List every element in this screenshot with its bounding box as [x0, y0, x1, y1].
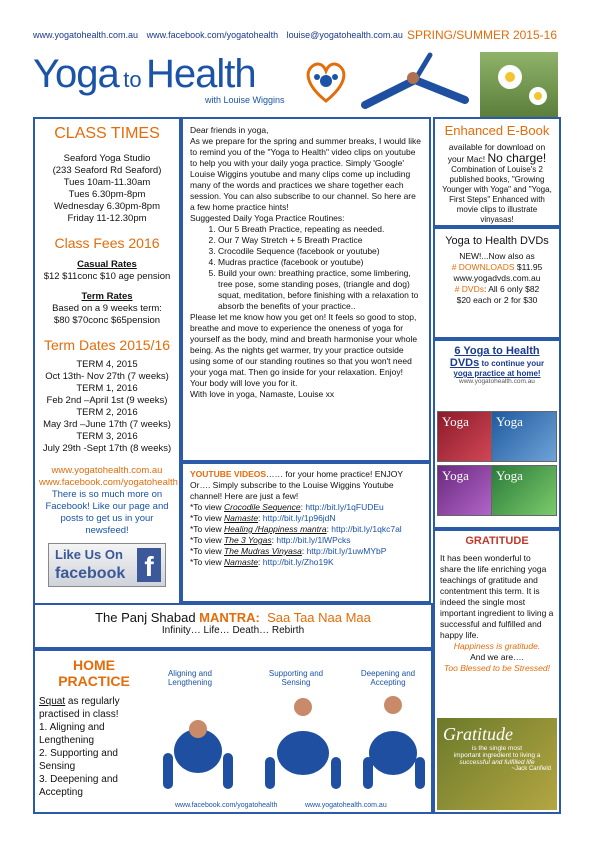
routine-item: 2. Our 7 Way Stretch + 5 Breath Practice	[218, 235, 422, 246]
letter-body: Please let me know how you get on! It feels so good to stop, breathe and move to experience the oneness of yoga for yourself as the body, mind and breath harmonise your whole being. As the nights get warmer, try your practice outside using some of our standing routines so that you won't need your yoga mat. Then go inside for your relaxation. Enjoy! Your body will love you for it.	[190, 312, 418, 388]
youtube-panel	[181, 462, 431, 603]
header-email-link[interactable]: louise@yogatohealth.com.au	[286, 30, 403, 40]
subtitle: with Louise Wiggins	[205, 95, 285, 105]
pose-caption: Deepening and Accepting	[360, 669, 416, 687]
dvds-panel	[433, 227, 561, 339]
like-us-label: Like Us On	[55, 547, 123, 562]
website-link[interactable]: www.yogatohealth.com.au	[51, 465, 163, 476]
class-time-line: Friday 11-12.30pm	[67, 213, 147, 224]
home-step: 3. Deepening and Accepting	[39, 774, 118, 798]
letter-panel	[181, 117, 431, 462]
facebook-icon: f	[137, 548, 161, 582]
dvd-cover-image: Yoga	[491, 465, 557, 516]
dvds-new-line: NEW!...Now also as	[459, 251, 535, 261]
mantra-meaning: Infinity… Life… Death… Rebirth	[161, 625, 305, 636]
home-step: 2. Supporting and Sensing	[39, 748, 118, 772]
class-time-line: Wednesday 6.30pm-8pm	[54, 201, 160, 212]
home-heading: HOME	[73, 657, 115, 673]
dvds-bundle-line: # DVDs: All 6 only $82	[454, 284, 540, 294]
class-times-panel	[33, 117, 181, 647]
dvd-cover-image: Yoga	[437, 465, 503, 516]
youtube-heading: YOUTUBE VIDEOS	[190, 469, 267, 479]
facebook-link[interactable]: www.facebook.com/yogatohealth	[39, 477, 178, 488]
title-to: to	[123, 67, 142, 92]
class-time-line: Seaford Yoga Studio	[63, 153, 151, 164]
flower-image	[480, 52, 558, 118]
youtube-link[interactable]: http://bit.ly/1qkc7al	[331, 524, 402, 534]
youtube-link[interactable]: http://bit.ly/1lWPcks	[276, 535, 351, 545]
mantra-panel	[33, 603, 433, 649]
ebook-description: Combination of Louise's 2 published books, "Growing Younger with Yoga" and "Yoga, First Steps" Enhanced with movie clips to illustrate vinyasas!	[442, 165, 552, 224]
mantra-prefix: The Panj Shabad	[95, 610, 196, 625]
facebook-wordmark: facebook	[55, 565, 126, 582]
pose-caption: Aligning and Lengthening	[167, 669, 213, 687]
letter-intro: As we prepare for the spring and summer breaks, I would like to remind you of the "Yoga to Health" video clips on youtube to help you with your daily yoga practice. Simply 'Google' Louise Wiggins youtube and many clips come up including many of the words and practices we share together each session. You can also subscribe to our channel. So here are a few home practice hints!	[190, 136, 422, 212]
youtube-link[interactable]: http://bit.ly/1qFUDEu	[305, 502, 384, 512]
facebook-note: There is so much more on Facebook! Like our page and posts to get us in your newsfeed!	[45, 489, 169, 536]
term-dates-heading: Term Dates 2015/16	[43, 337, 171, 353]
term-date-line: Oct 13th- Nov 27th (7 weeks)	[45, 371, 169, 382]
routine-item: 4. Mudras practice (facebook or youtube)	[218, 257, 422, 268]
season-label: SPRING/SUMMER 2015-16	[406, 28, 557, 42]
squat-line: Squat as regularly practised in class!	[39, 696, 120, 720]
term-rates-label: Term Rates	[81, 291, 133, 302]
gratitude-and-we-are: And we are….	[470, 652, 524, 662]
fees-heading: Class Fees 2016	[54, 235, 160, 251]
term-rates-line: Based on a 9 weeks term:	[52, 303, 162, 314]
youtube-heading-rest: …… for your home practice! ENJOY	[266, 469, 404, 479]
gratitude-panel	[433, 529, 561, 814]
term-date-line: TERM 1, 2016	[76, 383, 138, 394]
routine-item: 3. Crocodile Sequence (facebook or youtube)	[218, 246, 422, 257]
squat-poses-image	[153, 691, 428, 796]
gratitude-card-title: Gratitude	[443, 724, 513, 744]
term-date-line: July 29th -Sept 17th (8 weeks)	[42, 443, 172, 454]
downloads-line: # DOWNLOADS $11.95	[451, 262, 543, 272]
ebook-heading: Enhanced E-Book	[444, 123, 550, 138]
class-times-list	[39, 153, 175, 225]
routine-item: 5. Build your own: breathing practice, some limbering, tree pose, some standing poses, (triangle and dog) squat, meditation, before finishing with a relaxation to absorb the benefits of your practice..	[218, 268, 422, 312]
class-time-line: Tues 6.30pm-8pm	[68, 189, 146, 200]
mantra-word: MANTRA:	[199, 610, 260, 625]
home-footer-facebook[interactable]: www.facebook.com/yogatohealth	[175, 802, 278, 809]
youtube-item: *To view The 3 Yogas: http://bit.ly/1lWPcks	[190, 535, 351, 545]
class-time-line: (233 Seaford Rd Seaford)	[52, 165, 162, 176]
yoga-pose-image	[355, 50, 475, 115]
class-times-heading: CLASS TIMES	[54, 125, 160, 142]
term-date-line: TERM 4, 2015	[76, 359, 138, 370]
six-dvds-panel: 6 Yoga to Health DVDs to continue your yoga practice at home! www.yogatohealth.com.au Yoga Yoga Yoga Yoga	[433, 339, 561, 529]
youtube-item: *To view Namaste: http://bit.ly/1p96jdN	[190, 513, 336, 523]
youtube-link[interactable]: http://bit.ly/Zho19K	[262, 557, 334, 567]
title-yoga: Yoga	[33, 52, 119, 96]
gratitude-blessed: Too Blessed to be Stressed!	[443, 663, 550, 673]
pose-caption: Supporting and Sensing	[268, 669, 324, 687]
mantra-chant: Saa Taa Naa Maa	[267, 610, 371, 625]
six-dvds-site: www.yogatohealth.com.au	[459, 378, 535, 385]
term-date-line: TERM 2, 2016	[76, 407, 138, 418]
dvds-heading: Yoga to Health DVDs	[445, 235, 549, 247]
six-dvds-heading: 6 Yoga to Health	[454, 345, 540, 357]
like-facebook-button[interactable]	[48, 543, 166, 587]
dvds-site-link[interactable]: www.yogadvds.com.au	[453, 273, 541, 283]
youtube-link[interactable]: http://bit.ly/1uwMYbP	[306, 546, 387, 556]
youtube-item: *To view Healing /Happiness mantra: http://bit.ly/1qkc7al	[190, 524, 402, 534]
gratitude-heading: GRATITUDE	[465, 535, 529, 547]
dvd-cover-image: Yoga	[437, 411, 503, 462]
routines-list	[190, 224, 422, 312]
home-footer-website[interactable]: www.yogatohealth.com.au	[305, 802, 387, 809]
youtube-link[interactable]: http://bit.ly/1p96jdN	[262, 513, 336, 523]
term-rates-line: $80 $70conc $65pension	[53, 315, 161, 326]
header-facebook-link[interactable]: www.facebook.com/yogatohealth	[146, 30, 279, 40]
ebook-panel	[433, 117, 561, 227]
youtube-item: *To view The Mudras Vinyasa: http://bit.ly/1uwMYbP	[190, 546, 387, 556]
youtube-intro: Or…. Simply subscribe to the Louise Wiggins Youtube channel! Here are just a few!	[190, 480, 394, 501]
dvd-cover-image: Yoga	[491, 411, 557, 462]
term-date-line: Feb 2nd –April 1st (9 weeks)	[46, 395, 168, 406]
home-practice-panel	[33, 649, 433, 814]
term-date-line: TERM 3, 2016	[76, 431, 138, 442]
letter-signoff: With love in yoga, Namaste, Louise xx	[190, 389, 335, 399]
letter-greeting: Dear friends in yoga,	[190, 125, 269, 135]
header-website-link[interactable]: www.yogatohealth.com.au	[33, 30, 139, 40]
youtube-item: *To view Namaste: http://bit.ly/Zho19K	[190, 557, 334, 567]
term-dates-list	[39, 359, 175, 455]
brand-title	[33, 52, 256, 97]
youtube-item: *To view Crocodile Sequence: http://bit.ly/1qFUDEu	[190, 502, 384, 512]
six-dvds-heading-dvds: DVDs	[449, 357, 480, 369]
routine-item: 1. Our 5 Breath Practice, repeating as needed.	[218, 224, 422, 235]
gratitude-card-image: Gratitude is the single most important ingredient to living a successful and fulfilled life ~Jack Canfield	[437, 718, 557, 810]
heart-logo-icon	[300, 55, 352, 107]
gratitude-body: It has been wonderful to share the life enriching yoga teachings of gratitude and contentment this term. It is indeed the single most important ingredient to living a successful and fulfilled and happy life.	[440, 553, 554, 640]
casual-rates-label: Casual Rates	[77, 259, 137, 270]
home-step: 1. Aligning and Lengthening	[39, 722, 105, 746]
dvds-price-line: $20 each or 2 for $30	[456, 295, 538, 305]
no-charge-label: No charge!	[487, 151, 547, 165]
title-health: Health	[146, 52, 256, 96]
practice-heading: PRACTICE	[58, 673, 130, 689]
class-time-line: Tues 10am-11.30am	[63, 177, 151, 188]
header-contacts	[33, 30, 409, 40]
six-dvds-line: yoga practice at home!	[453, 369, 541, 378]
gratitude-happiness: Happiness is gratitude.	[453, 641, 541, 651]
routines-label: Suggested Daily Yoga Practice Routines:	[190, 213, 345, 223]
term-date-line: May 3rd –June 17th (7 weeks)	[43, 419, 171, 430]
ebook-availability: available for download on your Mac! No charge!	[447, 142, 547, 165]
casual-rates-value: $12 $11conc $10 age pension	[43, 271, 171, 282]
